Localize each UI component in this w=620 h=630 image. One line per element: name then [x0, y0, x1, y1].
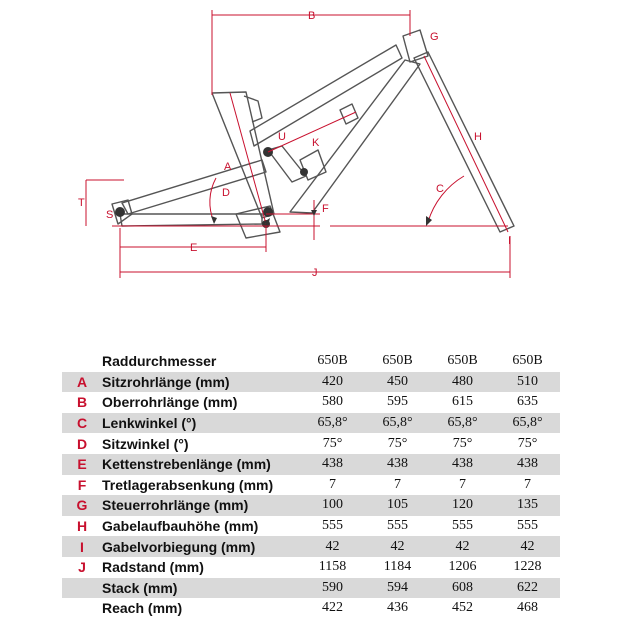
row-value: 65,8° [495, 413, 560, 434]
table-row [62, 598, 560, 619]
row-label: Tretlagerabsenkung (mm) [102, 476, 274, 493]
row-value: 1206 [448, 559, 477, 575]
label-d: D [222, 187, 230, 199]
row-letter: A [62, 372, 102, 393]
row-value: 105 [365, 495, 430, 516]
row-value: 622 [495, 578, 560, 599]
rear-axle [115, 207, 125, 217]
dim-line-h [424, 56, 508, 232]
angle-arc-d [210, 178, 216, 222]
row-value: 590 [300, 578, 365, 599]
row-value: 75° [322, 435, 343, 451]
cable-guide [340, 104, 358, 124]
row-value: 7 [329, 476, 336, 492]
row-value: 100 [300, 495, 365, 516]
row-value: 438 [300, 454, 365, 475]
down-tube [290, 60, 420, 213]
row-label: Steuerrohrlänge (mm) [102, 495, 300, 516]
row-value: 135 [495, 495, 560, 516]
row-letter: G [62, 495, 102, 516]
row-value: 75° [452, 435, 473, 451]
table-row [62, 495, 560, 516]
row-value: 608 [430, 578, 495, 599]
table-row [62, 557, 560, 578]
rear-shock [268, 146, 306, 182]
label-u: U [278, 131, 286, 143]
row-letter: E [62, 454, 102, 475]
seat-stay [122, 160, 266, 214]
row-value: 594 [365, 578, 430, 599]
header-value: 650B [382, 353, 413, 369]
row-value: 438 [495, 454, 560, 475]
row-value: 7 [394, 476, 401, 492]
row-label: Gabelvorbiegung (mm) [102, 536, 300, 557]
header-value: 650B [512, 353, 543, 369]
row-value: 42 [300, 536, 365, 557]
row-label: Reach (mm) [102, 600, 183, 617]
row-label: Sitzrohrlänge (mm) [102, 372, 300, 393]
row-label: Sitzwinkel (°) [102, 435, 189, 452]
row-value: 555 [452, 518, 473, 534]
row-value: 1184 [383, 559, 412, 575]
label-b: B [308, 10, 316, 22]
row-value: 1158 [318, 559, 347, 575]
row-value: 1228 [513, 559, 542, 575]
header-value: 650B [447, 353, 478, 369]
table-row [62, 475, 560, 496]
top-tube [250, 45, 402, 146]
label-j: J [312, 267, 318, 279]
table-row [62, 372, 560, 393]
row-value: 420 [300, 372, 365, 393]
row-value: 468 [517, 600, 538, 616]
row-value: 452 [452, 600, 473, 616]
row-letter: C [62, 413, 102, 434]
row-letter: I [62, 536, 102, 557]
row-value: 480 [430, 372, 495, 393]
row-value: 7 [524, 476, 531, 492]
row-letter: D [76, 435, 88, 452]
label-s: S [106, 209, 114, 221]
label-e: E [190, 242, 198, 254]
row-value: 42 [365, 536, 430, 557]
row-label: Lenkwinkel (°) [102, 413, 300, 434]
row-value: 65,8° [365, 413, 430, 434]
row-label: Radstand (mm) [102, 559, 204, 576]
header-value: 650B [317, 353, 348, 369]
row-value: 120 [430, 495, 495, 516]
label-f: F [322, 203, 329, 215]
row-value: 42 [430, 536, 495, 557]
table-row [62, 413, 560, 434]
row-value: 555 [517, 518, 538, 534]
row-label: Stack (mm) [102, 578, 300, 599]
header-label: Raddurchmesser [102, 353, 217, 370]
row-value: 635 [517, 394, 538, 410]
row-letter [62, 598, 102, 619]
row-letter: B [76, 394, 88, 411]
label-k: K [312, 137, 320, 149]
row-label: Gabelaufbauhöhe (mm) [102, 518, 259, 535]
row-value: 65,8° [300, 413, 365, 434]
row-value: 555 [322, 518, 343, 534]
arrow-d [211, 216, 217, 224]
table-row [62, 392, 560, 413]
table-row [62, 516, 560, 537]
row-value: 438 [430, 454, 495, 475]
row-value: 595 [387, 394, 408, 410]
row-letter: F [77, 476, 87, 493]
row-letter [62, 578, 102, 599]
row-value: 7 [459, 476, 466, 492]
table-row [62, 454, 560, 475]
pivot-shock [300, 168, 308, 176]
row-value: 510 [495, 372, 560, 393]
row-value: 580 [322, 394, 343, 410]
label-t: T [78, 197, 85, 209]
row-value: 450 [365, 372, 430, 393]
row-letter: H [76, 518, 88, 535]
pivot-main [263, 207, 273, 217]
label-h: H [474, 131, 482, 143]
label-c: C [436, 183, 444, 195]
row-label: Oberrohrlänge (mm) [102, 394, 238, 411]
label-i: I [508, 235, 512, 247]
row-value: 42 [495, 536, 560, 557]
angle-arc-c [428, 176, 464, 222]
row-value: 615 [452, 394, 473, 410]
row-value: 75° [517, 435, 538, 451]
label-g: G [430, 31, 439, 43]
row-value: 422 [322, 600, 343, 616]
table-header-row [62, 351, 560, 372]
label-a: A [224, 161, 232, 173]
row-label: Kettenstrebenlänge (mm) [102, 454, 300, 475]
row-letter: J [78, 559, 86, 576]
table-row [62, 433, 560, 454]
row-value: 555 [387, 518, 408, 534]
row-value: 438 [365, 454, 430, 475]
seatpost-clamp [244, 96, 262, 122]
geometry-table [62, 351, 560, 619]
row-value: 65,8° [430, 413, 495, 434]
table-row [62, 536, 560, 557]
table-row [62, 578, 560, 599]
header-letter-cell [62, 351, 102, 372]
row-value: 436 [387, 600, 408, 616]
row-value: 75° [387, 435, 408, 451]
fork [414, 52, 514, 232]
